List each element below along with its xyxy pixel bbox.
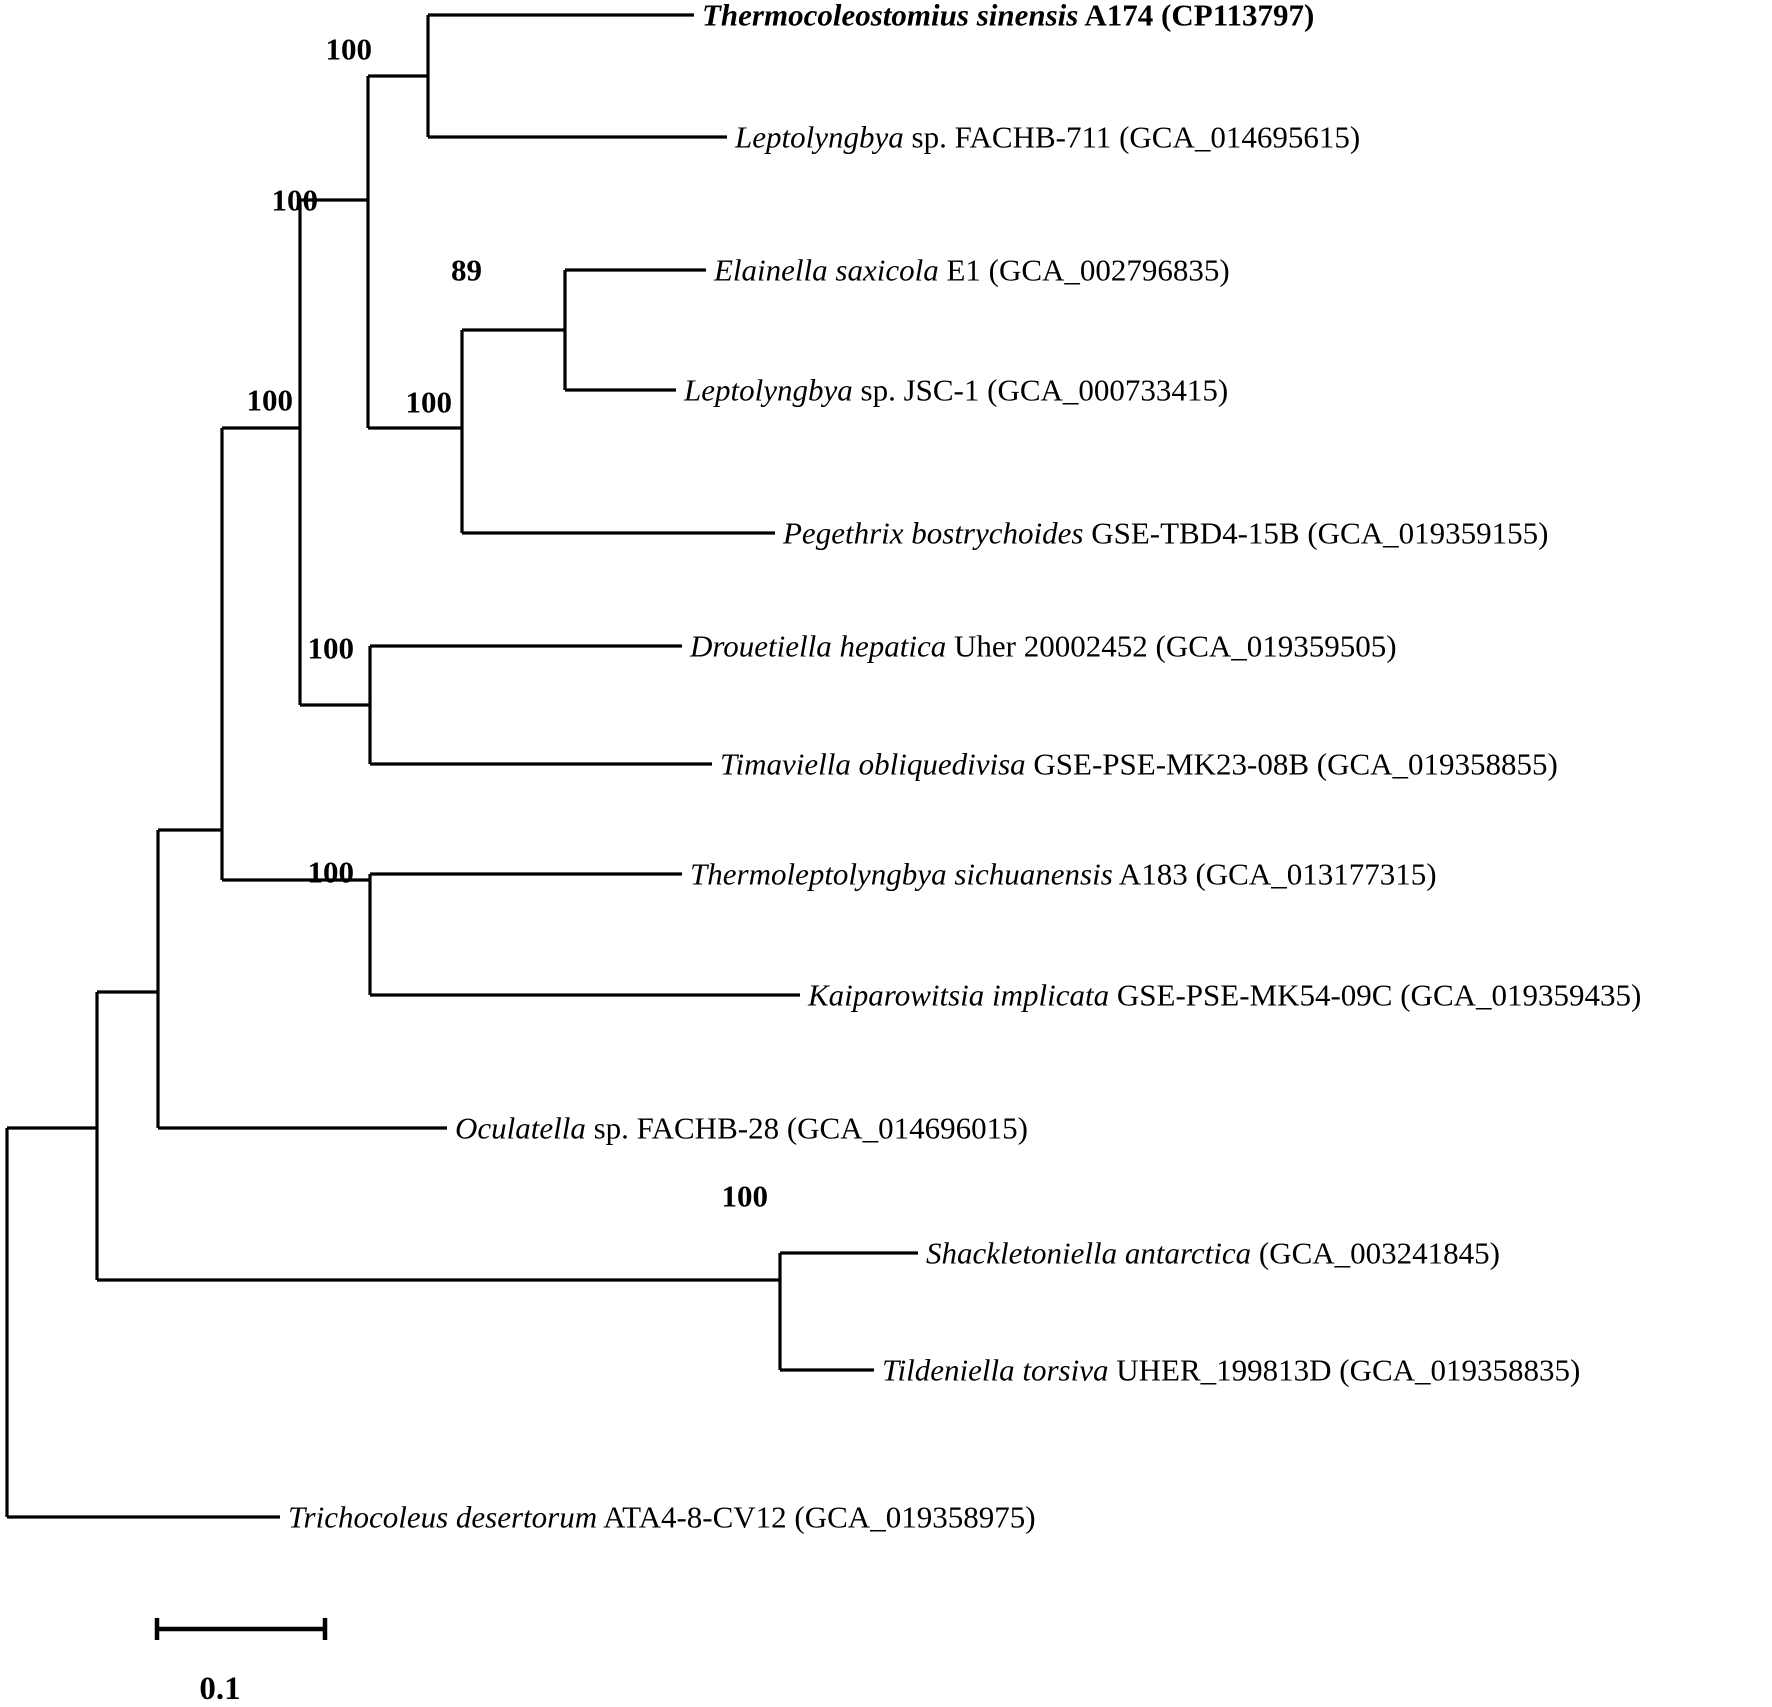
support-value-node-thermoleptolyngbya-kaiparowitsia: 100 [307, 854, 354, 890]
taxon-accession: (GCA_003241845) [1251, 1235, 1500, 1271]
tip-label-tildeniella-torsiva [882, 1352, 1581, 1388]
support-value-node-thermo-lepto711: 100 [325, 31, 372, 67]
taxon-genus-species: Thermoleptolyngbya sichuanensis [690, 856, 1113, 892]
tip-label-thermoleptolyngbya-sichuanensis-a183 [690, 856, 1437, 892]
tip-label-shackletoniella-antarctica [926, 1235, 1500, 1271]
tip-label-leptolyngbya-fachb-711 [735, 119, 1361, 155]
taxon-strain: sp. JSC-1 [852, 372, 980, 408]
support-value-node-upper-clade: 100 [271, 182, 318, 218]
tip-label-kaiparowitsia-implicata [808, 977, 1642, 1013]
taxon-genus-species: Timaviella obliquedivisa [720, 746, 1026, 782]
taxon-genus-species: Leptolyngbya [684, 372, 853, 408]
taxon-strain: E1 [938, 252, 981, 288]
taxon-strain: sp. FACHB-711 [903, 119, 1112, 155]
support-value-node-elainella-jsc1: 89 [451, 252, 482, 288]
taxon-genus-species: Pegethrix bostrychoides [783, 515, 1084, 551]
taxon-accession: (GCA_019359155) [1299, 515, 1549, 551]
support-value-node-shackletoniella-tildeniella: 100 [721, 1178, 768, 1214]
taxon-genus-species: Elainella saxicola [714, 252, 939, 288]
support-value-node-pegethrix-clade: 100 [405, 384, 452, 420]
taxon-accession: (GCA_014695615) [1111, 119, 1361, 155]
taxon-strain: UHER_199813D [1108, 1352, 1332, 1388]
taxon-genus-species: Trichocoleus desertorum [288, 1499, 598, 1535]
taxon-accession: (GCA_014696015) [779, 1110, 1028, 1146]
taxon-genus-species: Leptolyngbya [735, 119, 904, 155]
tip-label-oculatella-fachb-28 [455, 1110, 1028, 1146]
taxon-accession: (GCA_002796835) [980, 252, 1230, 288]
tip-label-timaviella-obliquedivisa [720, 746, 1558, 782]
taxon-strain: ATA4-8-CV12 [597, 1499, 787, 1535]
support-value-node-major-upper: 100 [246, 382, 293, 418]
taxon-strain: A183 [1112, 856, 1188, 892]
taxon-accession: (GCA_019359435) [1392, 977, 1642, 1013]
taxon-accession: (GCA_019358855) [1309, 746, 1558, 782]
tip-label-elainella-saxicola-e1 [714, 252, 1230, 288]
taxon-genus-species: Tildeniella torsiva [882, 1352, 1109, 1388]
taxon-accession: (GCA_019359505) [1147, 628, 1397, 664]
taxon-accession: (GCA_019358835) [1331, 1352, 1581, 1388]
support-value-node-drouetiella-timaviella: 100 [307, 630, 354, 666]
taxon-strain: GSE-PSE-MK23-08B [1025, 746, 1310, 782]
tip-label-drouetiella-hepatica [690, 628, 1397, 664]
taxon-strain: Uher 20002452 [946, 628, 1148, 664]
taxon-genus-species: Kaiparowitsia implicata [808, 977, 1110, 1013]
tip-label-trichocoleus-desertorum [288, 1499, 1036, 1535]
taxon-accession: (GCA_000733415) [979, 372, 1229, 408]
taxon-genus-species: Thermocoleostomius sinensis [702, 0, 1079, 33]
tip-label-leptolyngbya-jsc-1 [684, 372, 1229, 408]
taxon-strain: A174 [1078, 0, 1154, 33]
taxon-accession: (CP113797) [1153, 0, 1315, 33]
taxon-accession: (GCA_019358975) [786, 1499, 1036, 1535]
taxon-strain: GSE-TBD4-15B [1083, 515, 1300, 551]
taxon-strain: sp. FACHB-28 [585, 1110, 780, 1146]
tip-label-pegethrix-bostrychoides [783, 515, 1549, 551]
taxon-genus-species: Oculatella [455, 1110, 586, 1146]
taxon-accession: (GCA_013177315) [1187, 856, 1437, 892]
taxon-genus-species: Shackletoniella antarctica [926, 1235, 1252, 1271]
scale-bar-label: 0.1 [199, 1671, 241, 1707]
taxon-genus-species: Drouetiella hepatica [690, 628, 947, 664]
tip-label-thermocoleostomius-sinensis-a174 [702, 0, 1314, 31]
taxon-strain: GSE-PSE-MK54-09C [1109, 977, 1393, 1013]
